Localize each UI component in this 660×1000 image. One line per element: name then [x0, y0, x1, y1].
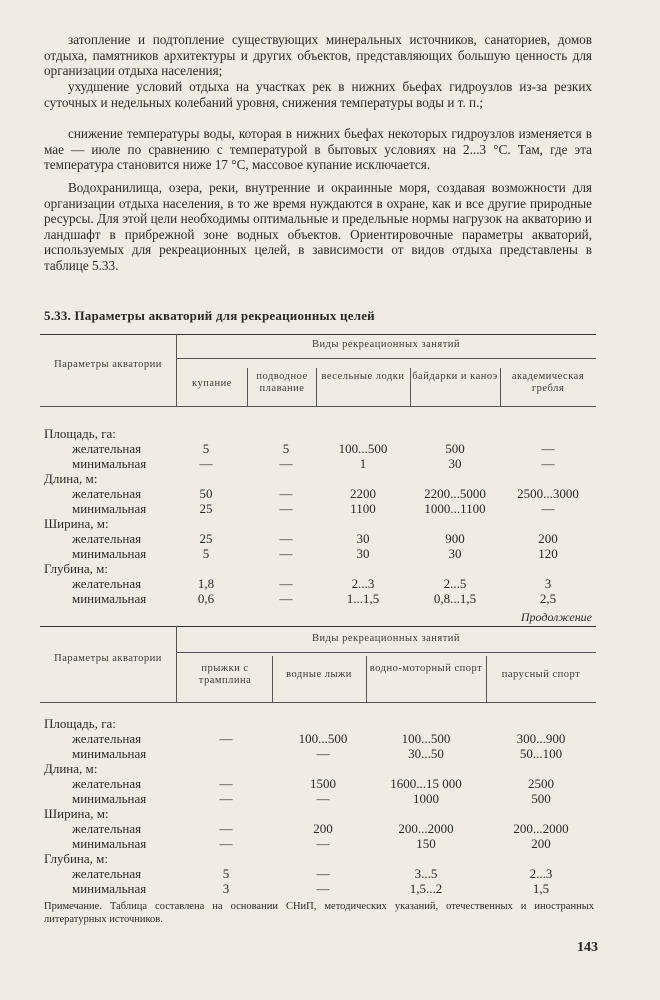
row-label: минимальная: [72, 591, 147, 606]
table-1-top-rule: [40, 334, 596, 335]
table-1-col-header: купание: [192, 378, 232, 389]
table-1-header-divider: [176, 358, 596, 359]
row-group-label: Длина, м:: [44, 471, 98, 486]
cell: 1100: [350, 501, 376, 516]
table-2-col-sep: [366, 656, 367, 702]
cell: —: [279, 456, 293, 471]
page-number: 143: [577, 940, 598, 955]
table-1-col-sep: [410, 368, 411, 406]
cell: —: [219, 836, 233, 851]
table-2-header-divider: [176, 652, 596, 653]
table-1-col-header: подводное плавание: [256, 371, 308, 394]
table-2-col-header: водные лыжи: [286, 669, 352, 680]
table-2-col-header: водно-моторный спорт: [369, 663, 483, 674]
cell: 1,5: [532, 881, 550, 896]
table-1-header-bottom-rule: [40, 406, 596, 407]
cell: 50...100: [519, 746, 563, 761]
row-label: минимальная: [72, 546, 147, 561]
row-group-label: Глубина, м:: [44, 851, 108, 866]
table-title: 5.33. Параметры акваторий для рекреационных целей: [44, 308, 375, 323]
row-group-label: Ширина, м:: [44, 806, 109, 821]
cell: 30: [356, 531, 370, 546]
table-2-col-sep: [486, 656, 487, 702]
row-label: минимальная: [72, 501, 147, 516]
cell: 100...500: [298, 731, 348, 746]
cell: —: [541, 441, 555, 456]
table-2-param-header: Параметры акватории: [54, 653, 162, 664]
cell: —: [279, 486, 293, 501]
row-label: минимальная: [72, 881, 147, 896]
cell: —: [219, 821, 233, 836]
table-2-col-sep: [272, 656, 273, 702]
row-group-label: Площадь, га:: [44, 426, 116, 441]
cell: 3: [544, 576, 552, 591]
paragraph-2: ухудшение условий отдыха на участках рек в нижних бьефах гидроузлов из-за резких суточных и недельных колебаний уровня, снижения температуры воды и т. п.;: [44, 79, 592, 110]
cell: —: [279, 546, 293, 561]
paragraph-3: снижение температуры воды, которая в нижних бьефах некоторых гидроузлов изменяется в мае — июле по сравнению с температурой в бытовых условиях на 2...3 °C. Там, где эта температура становится ниже 17 °C, массовое купание исключается.: [44, 126, 592, 173]
row-label: минимальная: [72, 836, 147, 851]
row-group-label: Ширина, м:: [44, 516, 109, 531]
cell: —: [279, 531, 293, 546]
cell: 2500: [528, 776, 554, 791]
cell: 30: [448, 546, 462, 561]
cell: 1500: [310, 776, 336, 791]
cell: 2,5: [539, 591, 557, 606]
cell: 5: [282, 441, 290, 456]
cell: 120: [538, 546, 558, 561]
cell: —: [219, 776, 233, 791]
table-2-col-header: парусный спорт: [501, 669, 581, 680]
cell: 5: [202, 546, 210, 561]
cell: 1000: [413, 791, 439, 806]
paragraph-1: затопление и подтопление существующих минеральных источников, санаториев, домов отдыха, памятников архитектуры и других объектов, представляющих большую ценность для организации отдыха населения;: [44, 32, 592, 79]
table-1-col-header: байдарки и каноэ: [412, 371, 498, 382]
cell: —: [541, 501, 555, 516]
cell: 50: [199, 486, 213, 501]
cell: —: [279, 576, 293, 591]
cell: 0,6: [197, 591, 215, 606]
row-group-label: Длина, м:: [44, 761, 98, 776]
cell: 2...3: [351, 576, 375, 591]
table-note: Примечание. Таблица составлена на основании СНиП, методических указаний, отечественных и иностранных литературных источников.: [44, 901, 594, 925]
cell: 100...500: [338, 441, 388, 456]
cell: —: [316, 836, 330, 851]
table-1-col-sep: [316, 368, 317, 406]
cell: —: [279, 501, 293, 516]
row-label: желательная: [72, 731, 142, 746]
cell: 1600...15 000: [390, 776, 462, 791]
table-2-group-header: Виды рекреационных занятий: [311, 633, 461, 644]
table-1-col-header: академическая гребля: [511, 371, 585, 394]
table-1-col-sep: [247, 368, 248, 406]
cell: 5: [202, 441, 210, 456]
cell: 900: [445, 531, 465, 546]
cell: 200...2000: [398, 821, 454, 836]
cell: 1,8: [197, 576, 215, 591]
cell: —: [316, 881, 330, 896]
table-2-header-bottom-rule: [40, 702, 596, 703]
table-1-param-header: Параметры акватории: [54, 359, 162, 370]
table-2-top-rule: [40, 626, 596, 627]
cell: 1...1,5: [346, 591, 380, 606]
cell: 2...5: [443, 576, 467, 591]
cell: 100...500: [401, 731, 451, 746]
row-label: желательная: [72, 821, 142, 836]
cell: —: [219, 791, 233, 806]
cell: 2200: [350, 486, 376, 501]
cell: 30: [356, 546, 370, 561]
cell: 0,8...1,5: [433, 591, 477, 606]
cell: 2200...5000: [424, 486, 486, 501]
cell: 30...50: [408, 746, 444, 761]
cell: 3: [222, 881, 230, 896]
cell: 3...5: [414, 866, 438, 881]
row-label: желательная: [72, 486, 142, 501]
table-1-col-header: весельные лодки: [321, 371, 405, 382]
table-1-col-sep: [500, 368, 501, 406]
row-label: желательная: [72, 776, 142, 791]
cell: —: [316, 791, 330, 806]
cell: 1: [359, 456, 367, 471]
row-label: минимальная: [72, 746, 147, 761]
cell: 5: [222, 866, 230, 881]
cell: —: [219, 731, 233, 746]
row-label: минимальная: [72, 791, 147, 806]
row-label: желательная: [72, 576, 142, 591]
continuation-label: Продолжение: [520, 610, 592, 624]
cell: —: [199, 456, 213, 471]
cell: 200...2000: [513, 821, 569, 836]
cell: 200: [313, 821, 333, 836]
cell: 300...900: [516, 731, 566, 746]
cell: 500: [531, 791, 551, 806]
cell: 25: [199, 501, 213, 516]
cell: —: [316, 746, 330, 761]
cell: 200: [531, 836, 551, 851]
cell: 500: [445, 441, 465, 456]
row-label: желательная: [72, 441, 142, 456]
row-label: желательная: [72, 531, 142, 546]
cell: —: [316, 866, 330, 881]
cell: 2...3: [529, 866, 553, 881]
cell: —: [541, 456, 555, 471]
row-label: желательная: [72, 866, 142, 881]
row-group-label: Глубина, м:: [44, 561, 108, 576]
table-2-col-header: прыжки с трамплина: [198, 663, 252, 686]
row-label: минимальная: [72, 456, 147, 471]
cell: 25: [199, 531, 213, 546]
cell: 2500...3000: [517, 486, 579, 501]
cell: 150: [416, 836, 436, 851]
cell: 1000...1100: [424, 501, 486, 516]
cell: —: [279, 591, 293, 606]
cell: 200: [538, 531, 558, 546]
cell: 1,5...2: [409, 881, 443, 896]
table-1-group-header: Виды рекреационных занятий: [311, 339, 461, 350]
paragraph-4: Водохранилища, озера, реки, внутренние и окраинные моря, создавая возможности для организации отдыха населения, в то же время нуждаются в охране, как и все другие природные ресурсы. Для этой цели необходимы оптимальные и предельные нормы нагрузок на акваторию и ландшафт в прибрежной зоне водных объектов. Ориентировочные параметры акваторий, используемых для рекреационных целей, в зависимости от видов отдыха представлены в таблице 5.33.: [44, 180, 592, 273]
row-group-label: Площадь, га:: [44, 716, 116, 731]
cell: 30: [448, 456, 462, 471]
